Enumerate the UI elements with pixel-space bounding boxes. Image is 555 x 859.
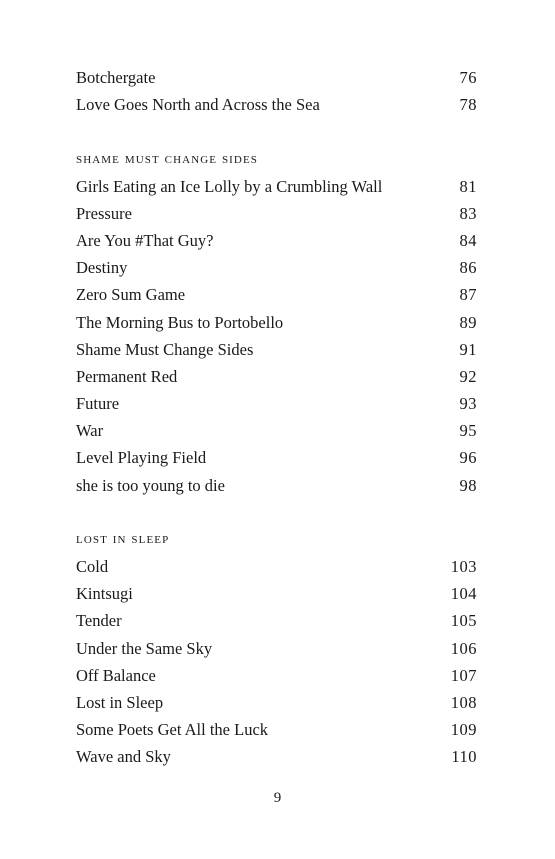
toc-entry-page: 96 — [459, 448, 477, 468]
toc-entry-page: 91 — [459, 339, 477, 359]
toc-entry — [76, 173, 477, 200]
toc-entry — [76, 363, 477, 390]
toc-entry-title: Destiny — [76, 258, 128, 278]
section-heading: lost in sleep — [76, 531, 170, 547]
toc-entry-page: 106 — [450, 638, 477, 658]
table-of-contents — [76, 64, 477, 771]
toc-entry-title: Under the Same Sky — [76, 638, 213, 658]
toc-entry-title: Level Playing Field — [76, 448, 207, 468]
toc-entry-title: Some Poets Get All the Luck — [76, 720, 269, 740]
toc-entry-page: 93 — [459, 394, 477, 414]
toc-entry — [76, 309, 477, 336]
toc-entry — [76, 390, 477, 417]
toc-entry — [76, 227, 477, 254]
toc-entry — [76, 417, 477, 444]
toc-entry-page: 110 — [451, 747, 477, 767]
toc-entry-page: 87 — [459, 285, 477, 305]
toc-entry-title: Are You #That Guy? — [76, 230, 214, 250]
toc-entry-page: 105 — [450, 611, 477, 631]
toc-entry-title: Off Balance — [76, 665, 156, 685]
toc-entry — [76, 64, 477, 91]
toc-entry — [76, 472, 477, 499]
toc-entry-title: Zero Sum Game — [76, 285, 186, 305]
toc-entry-title: War — [76, 421, 104, 441]
toc-entry-page: 86 — [459, 258, 477, 278]
toc-entry-title: Future — [76, 394, 120, 414]
toc-entry — [76, 281, 477, 308]
toc-entry — [76, 743, 477, 770]
toc-entry — [76, 200, 477, 227]
toc-entry-page: 76 — [459, 68, 477, 87]
toc-entry-title: The Morning Bus to Portobello — [76, 312, 284, 332]
toc-entry-page: 78 — [459, 95, 477, 115]
toc-entry-title: she is too young to die — [76, 475, 225, 495]
toc-entry — [76, 254, 477, 281]
section-heading: shame must change sides — [76, 150, 259, 167]
toc-entry-title: Kintsugi — [76, 584, 133, 604]
toc-entry-title: Love Goes North and Across the Sea — [76, 95, 320, 115]
toc-entry-title: Pressure — [76, 203, 132, 223]
toc-entry-title: Cold — [76, 557, 109, 576]
toc-entry-page: 81 — [459, 176, 477, 196]
toc-entry-page: 109 — [450, 720, 477, 740]
toc-entry — [76, 91, 477, 118]
toc-entry-page: 83 — [459, 203, 477, 223]
toc-entry — [76, 607, 477, 634]
toc-entry-title: Shame Must Change Sides — [76, 339, 254, 359]
toc-entry — [76, 662, 477, 689]
toc-entry — [76, 580, 477, 607]
toc-entry-page: 103 — [450, 557, 477, 576]
section-spacer — [76, 499, 477, 526]
toc-entry-page: 84 — [459, 230, 477, 250]
toc-entry-title: Wave and Sky — [76, 747, 171, 767]
toc-entry — [76, 635, 477, 662]
toc-entry — [76, 716, 477, 743]
toc-entry-title: Tender — [76, 611, 122, 631]
toc-entry-page: 104 — [450, 584, 477, 604]
toc-entry-title: Girls Eating an Ice Lolly by a Crumbling Wall — [76, 176, 383, 196]
toc-entry — [76, 689, 477, 716]
section-spacer — [76, 118, 477, 145]
toc-entry-page: 89 — [459, 312, 477, 332]
toc-entry-title: Botchergate — [76, 68, 156, 87]
toc-entry — [76, 553, 477, 580]
toc-entry-title: Permanent Red — [76, 366, 178, 386]
toc-entry-page: 98 — [459, 475, 477, 495]
toc-entry-page: 107 — [450, 665, 477, 685]
toc-entry — [76, 336, 477, 363]
toc-entry-page: 108 — [450, 692, 477, 712]
toc-entry-title: Lost in Sleep — [76, 692, 164, 712]
toc-entry — [76, 444, 477, 471]
toc-entry-page: 92 — [459, 366, 477, 386]
toc-entry-page: 95 — [459, 421, 477, 441]
page-number: 9 — [273, 790, 282, 806]
